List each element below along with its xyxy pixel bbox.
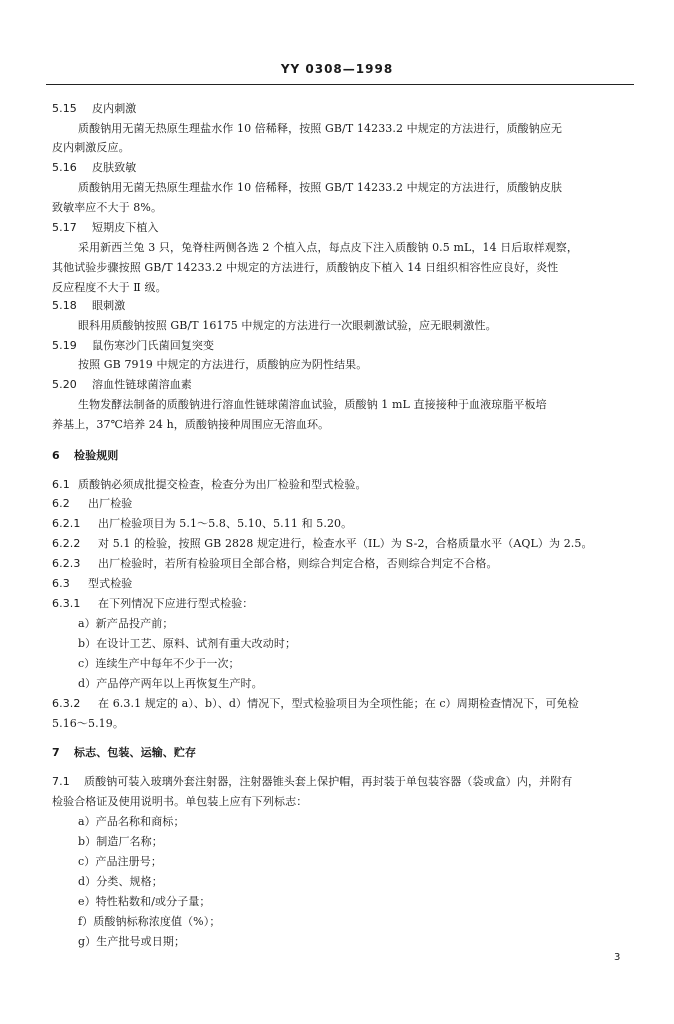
list-item: d）分类、规格； — [78, 875, 163, 888]
clause-number: 5.16 — [52, 161, 77, 174]
clause-number: 6.2 — [52, 497, 70, 510]
clause-title: 溶血性链球菌溶血素 — [92, 378, 192, 391]
list-item: a）新产品投产前； — [78, 617, 174, 630]
clause-5-20-heading — [52, 377, 192, 393]
paragraph-line: 致敏率应不大于 8%。 — [52, 201, 163, 214]
page-number: 3 — [614, 952, 621, 963]
clause-5-15-heading — [52, 101, 136, 117]
clause-number: 5.18 — [52, 299, 77, 312]
clause-6-3-2 — [52, 696, 579, 712]
section-number: 6 — [52, 449, 60, 462]
paragraph-line: 质酸钠用无菌无热原生理盐水作 10 倍稀释，按照 GB/T 14233.2 中规定的方法进行，质酸钠应无 — [78, 122, 563, 135]
clause-number: 7.1 — [52, 775, 70, 788]
clause-number: 5.17 — [52, 221, 77, 234]
list-item: a）产品名称和商标； — [78, 815, 185, 828]
section-title: 标志、包装、运输、贮存 — [74, 746, 197, 759]
list-item: g）生产批号或日期； — [78, 935, 186, 948]
clause-5-19-heading — [52, 338, 214, 354]
clause-title: 皮内刺激 — [92, 102, 137, 115]
header-divider — [46, 84, 634, 85]
clause-text: 质酸钠必须成批提交检查，检查分为出厂检验和型式检验。 — [78, 478, 367, 491]
clause-text: 在下列情况下应进行型式检验： — [98, 597, 254, 610]
clause-title: 眼刺激 — [92, 299, 126, 312]
clause-title: 皮肤致敏 — [92, 161, 137, 174]
clause-number: 5.19 — [52, 339, 77, 352]
paragraph-line: 按照 GB 7919 中规定的方法进行，质酸钠应为阴性结果。 — [78, 358, 368, 371]
paragraph-line: 皮内刺激反应。 — [52, 141, 130, 154]
clause-number: 6.3 — [52, 577, 70, 590]
clause-number: 6.3.1 — [52, 597, 81, 610]
list-item: c）连续生产中每年不少于一次； — [78, 657, 240, 670]
paragraph-line: 质酸钠用无菌无热原生理盐水作 10 倍稀释，按照 GB/T 14233.2 中规定的方法进行，质酸钠皮肤 — [78, 181, 563, 194]
list-item: e）特性粘数和/或分子量； — [78, 895, 211, 908]
clause-text: 质酸钠可装入玻璃外套注射器，注射器锥头套上保护帽，再封装于单包装容器（袋或盒）内，并附有 — [84, 775, 573, 788]
clause-text: 对 5.1 的检验，按照 GB 2828 规定进行，检查水平（IL）为 S-2，合格质量水平（AQL）为 2.5。 — [98, 537, 593, 550]
paragraph-line: 其他试验步骤按照 GB/T 14233.2 中规定的方法进行，质酸钠皮下植入 14 日组织相容性应良好，炎性 — [52, 261, 559, 274]
clause-5-18-heading — [52, 298, 125, 314]
clause-title: 出厂检验 — [88, 497, 133, 510]
section-6-heading — [52, 448, 118, 464]
list-item: b）在设计工艺、原料、试剂有重大改动时； — [78, 637, 297, 650]
page-header: YY 0308—1998 — [280, 62, 394, 76]
list-item: f）质酸钠标称浓度值（%）； — [78, 915, 221, 928]
clause-number: 6.2.3 — [52, 557, 81, 570]
paragraph-line: 5.16～5.19。 — [52, 717, 124, 730]
clause-number: 5.15 — [52, 102, 77, 115]
paragraph-line: 生物发酵法制备的质酸钠进行溶血性链球菌溶血试验，质酸钠 1 mL 直接接种于血液琼脂平板培 — [78, 398, 547, 411]
list-item: c）产品注册号； — [78, 855, 162, 868]
clause-7-1 — [52, 774, 572, 790]
clause-6-2-3 — [52, 556, 498, 572]
clause-6-1 — [52, 477, 367, 493]
paragraph-line: 采用新西兰兔 3 只，兔脊柱两侧各选 2 个植入点，每点皮下注入质酸钠 0.5 mL，14 日后取样观察， — [78, 241, 578, 254]
clause-number: 6.2.1 — [52, 517, 81, 530]
clause-6-2-2 — [52, 536, 593, 552]
clause-title: 型式检验 — [88, 577, 133, 590]
clause-5-16-heading — [52, 160, 136, 176]
clause-title: 鼠伤寒沙门氏菌回复突变 — [92, 339, 215, 352]
clause-6-3-1 — [52, 596, 253, 612]
paragraph-line: 反应程度不大于 Ⅱ 级。 — [52, 281, 167, 294]
paragraph-line: 养基上，37℃培养 24 h，质酸钠接种周围应无溶血环。 — [52, 418, 330, 431]
paragraph-line: 检验合格证及使用说明书。单包装上应有下列标志： — [52, 795, 308, 808]
list-item: b）制造厂名称； — [78, 835, 163, 848]
clause-number: 5.20 — [52, 378, 77, 391]
section-7-heading — [52, 745, 196, 761]
clause-text: 在 6.3.1 规定的 a）、b）、d）情况下，型式检验项目为全项性能；在 c）周期检查情况下，可免检 — [98, 697, 579, 710]
list-item: d）产品停产两年以上再恢复生产时。 — [78, 677, 263, 690]
clause-6-2-1 — [52, 516, 352, 532]
section-number: 7 — [52, 746, 60, 759]
clause-text: 出厂检验项目为 5.1～5.8、5.10、5.11 和 5.20。 — [98, 517, 353, 530]
clause-number: 6.2.2 — [52, 537, 81, 550]
clause-title: 短期皮下植入 — [92, 221, 159, 234]
clause-6-3-heading — [52, 576, 132, 592]
clause-5-17-heading — [52, 220, 159, 236]
clause-text: 出厂检验时，若所有检验项目全部合格，则综合判定合格，否则综合判定不合格。 — [98, 557, 498, 570]
clause-6-2-heading — [52, 496, 132, 512]
clause-number: 6.3.2 — [52, 697, 81, 710]
paragraph-line: 眼科用质酸钠按照 GB/T 16175 中规定的方法进行一次眼刺激试验，应无眼刺激性。 — [78, 319, 497, 332]
section-title: 检验规则 — [74, 449, 119, 462]
clause-number: 6.1 — [52, 478, 70, 491]
